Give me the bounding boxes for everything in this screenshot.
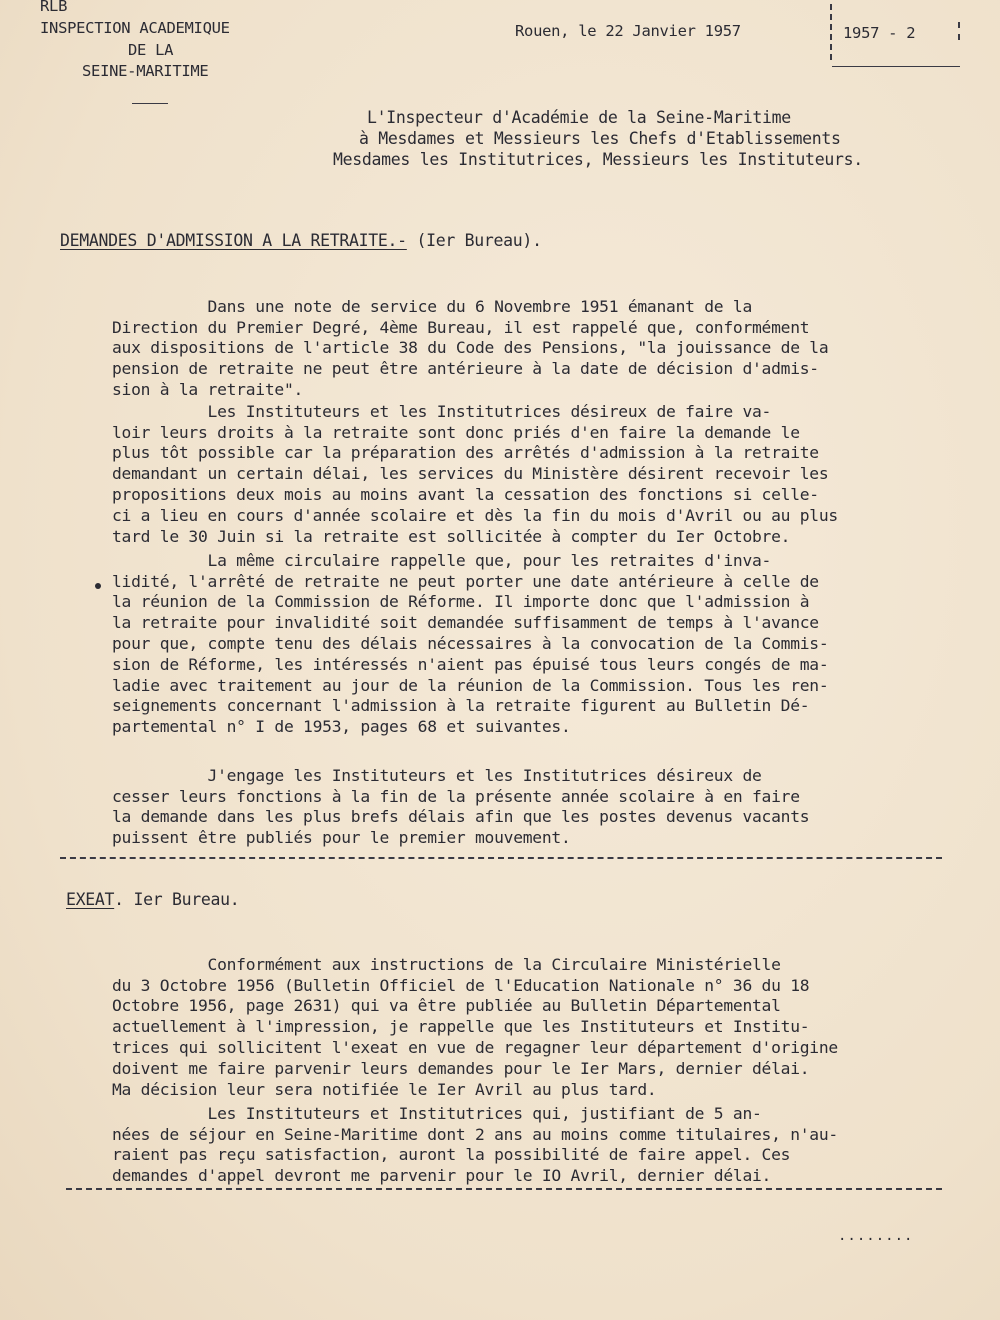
exeat-paragraph-2: Les Instituteurs et Institutrices qui, justifiant de 5 an- nées de séjour en Seine-Maritime dont 2 ans au moins comme titulaires, n'au- raient pas reçu satisfaction, auront la possibilité de faire appel. Ces demandes d'appel devront me parvenir pour le IO Avril, dernier délai. bbox=[112, 1103, 838, 1186]
section-title-retirement: DEMANDES D'ADMISSION A LA RETRAITE.- (Ier Bureau). bbox=[60, 231, 542, 250]
retirement-paragraph-4: J'engage les Instituteurs et les Institutrices désireux de cesser leurs fonctions à la fin de la présente année scolaire à en faire la demande dans les plus brefs délais afin que les postes devenus vacants puissent être publiés pour le premier mouvement. bbox=[112, 765, 810, 848]
retirement-paragraph-2: Les Instituteurs et les Institutrices désireux de faire va- loir leurs droits à la retraite sont donc priés d'en faire la demande le plus tôt possible car la préparation des arrêtés d'admission à la retraite demandant un certain délai, les services du Ministère désirent recevoir les propositions deux mois au moins avant la cessation des fonctions si celle- ci a lieu en cours d'année scolaire et dès la fin du mois d'Avril ou au plus tard le 30 Juin si la retraite est sollicitée à compter du Ier Octobre. bbox=[112, 401, 838, 546]
section-separator-1 bbox=[60, 857, 942, 859]
recipient-line-2: Mesdames les Institutrices, Messieurs les Instituteurs. bbox=[333, 150, 863, 169]
section-title-exeat: EXEAT. Ier Bureau. bbox=[66, 890, 240, 909]
exeat-paragraph-1: Conformément aux instructions de la Circulaire Ministérielle du 3 Octobre 1956 (Bulletin Officiel de l'Education Nationale n° 36 du 18 Octobre 1956, page 2631) qui va être publiée au Bulletin Départemental actuellement à l'impression, je rappelle que les Instituteurs et Institu- trices qui sollicitent l'exeat en vue de regagner leur département d'origine doivent me faire parvenir leurs demandes pour le Ier Mars, dernier délai. Ma décision leur sera notifiée le Ier Avril au plus tard. bbox=[112, 954, 838, 1099]
org-line-3: SEINE-MARITIME bbox=[82, 62, 209, 80]
reference-box-bottom bbox=[832, 66, 960, 67]
reference-box-left bbox=[830, 4, 832, 60]
header-divider bbox=[132, 103, 168, 104]
sender-line: L'Inspecteur d'Académie de la Seine-Maritime bbox=[367, 108, 791, 127]
margin-bullet bbox=[95, 583, 101, 589]
place-date: Rouen, le 22 Janvier 1957 bbox=[515, 22, 741, 40]
reference-box-right bbox=[958, 22, 960, 40]
continuation-dots: ........ bbox=[838, 1228, 914, 1244]
recipient-line-1: à Mesdames et Messieurs les Chefs d'Etablissements bbox=[359, 129, 841, 148]
org-line-2: DE LA bbox=[128, 41, 174, 59]
circular-number: 1957 - 2 bbox=[843, 24, 916, 42]
org-line-1: INSPECTION ACADEMIQUE bbox=[40, 19, 230, 37]
retirement-paragraph-3: La même circulaire rappelle que, pour les retraites d'inva- lidité, l'arrêté de retraite ne peut porter une date antérieure à celle de la réunion de la Commission de Réforme. Il importe donc que l'admission à la retraite pour invalidité soit demandée suffisamment de temps à l'avance pour que, compte tenu des délais nécessaires à la convocation de la Commis- sion de Réforme, les intéressés n'aient pas épuisé tous leurs congés de ma- ladie avec traitement au jour de la réunion de la Commission. Tous les ren- seignements concernant l'admission à la retraite figurent au Bulletin Dé- partemental n° I de 1953, pages 68 et suivantes. bbox=[112, 550, 829, 737]
section-separator-2 bbox=[66, 1188, 942, 1190]
retirement-paragraph-1: Dans une note de service du 6 Novembre 1951 émanant de la Direction du Premier Degré, 4ème Bureau, il est rappelé que, conformément aux dispositions de l'article 38 du Code des Pensions, "la jouissance de la pension de retraite ne peut être antérieure à la date de décision d'admis- sion à la retraite". bbox=[112, 296, 829, 399]
reference-code: RLB bbox=[40, 0, 68, 15]
